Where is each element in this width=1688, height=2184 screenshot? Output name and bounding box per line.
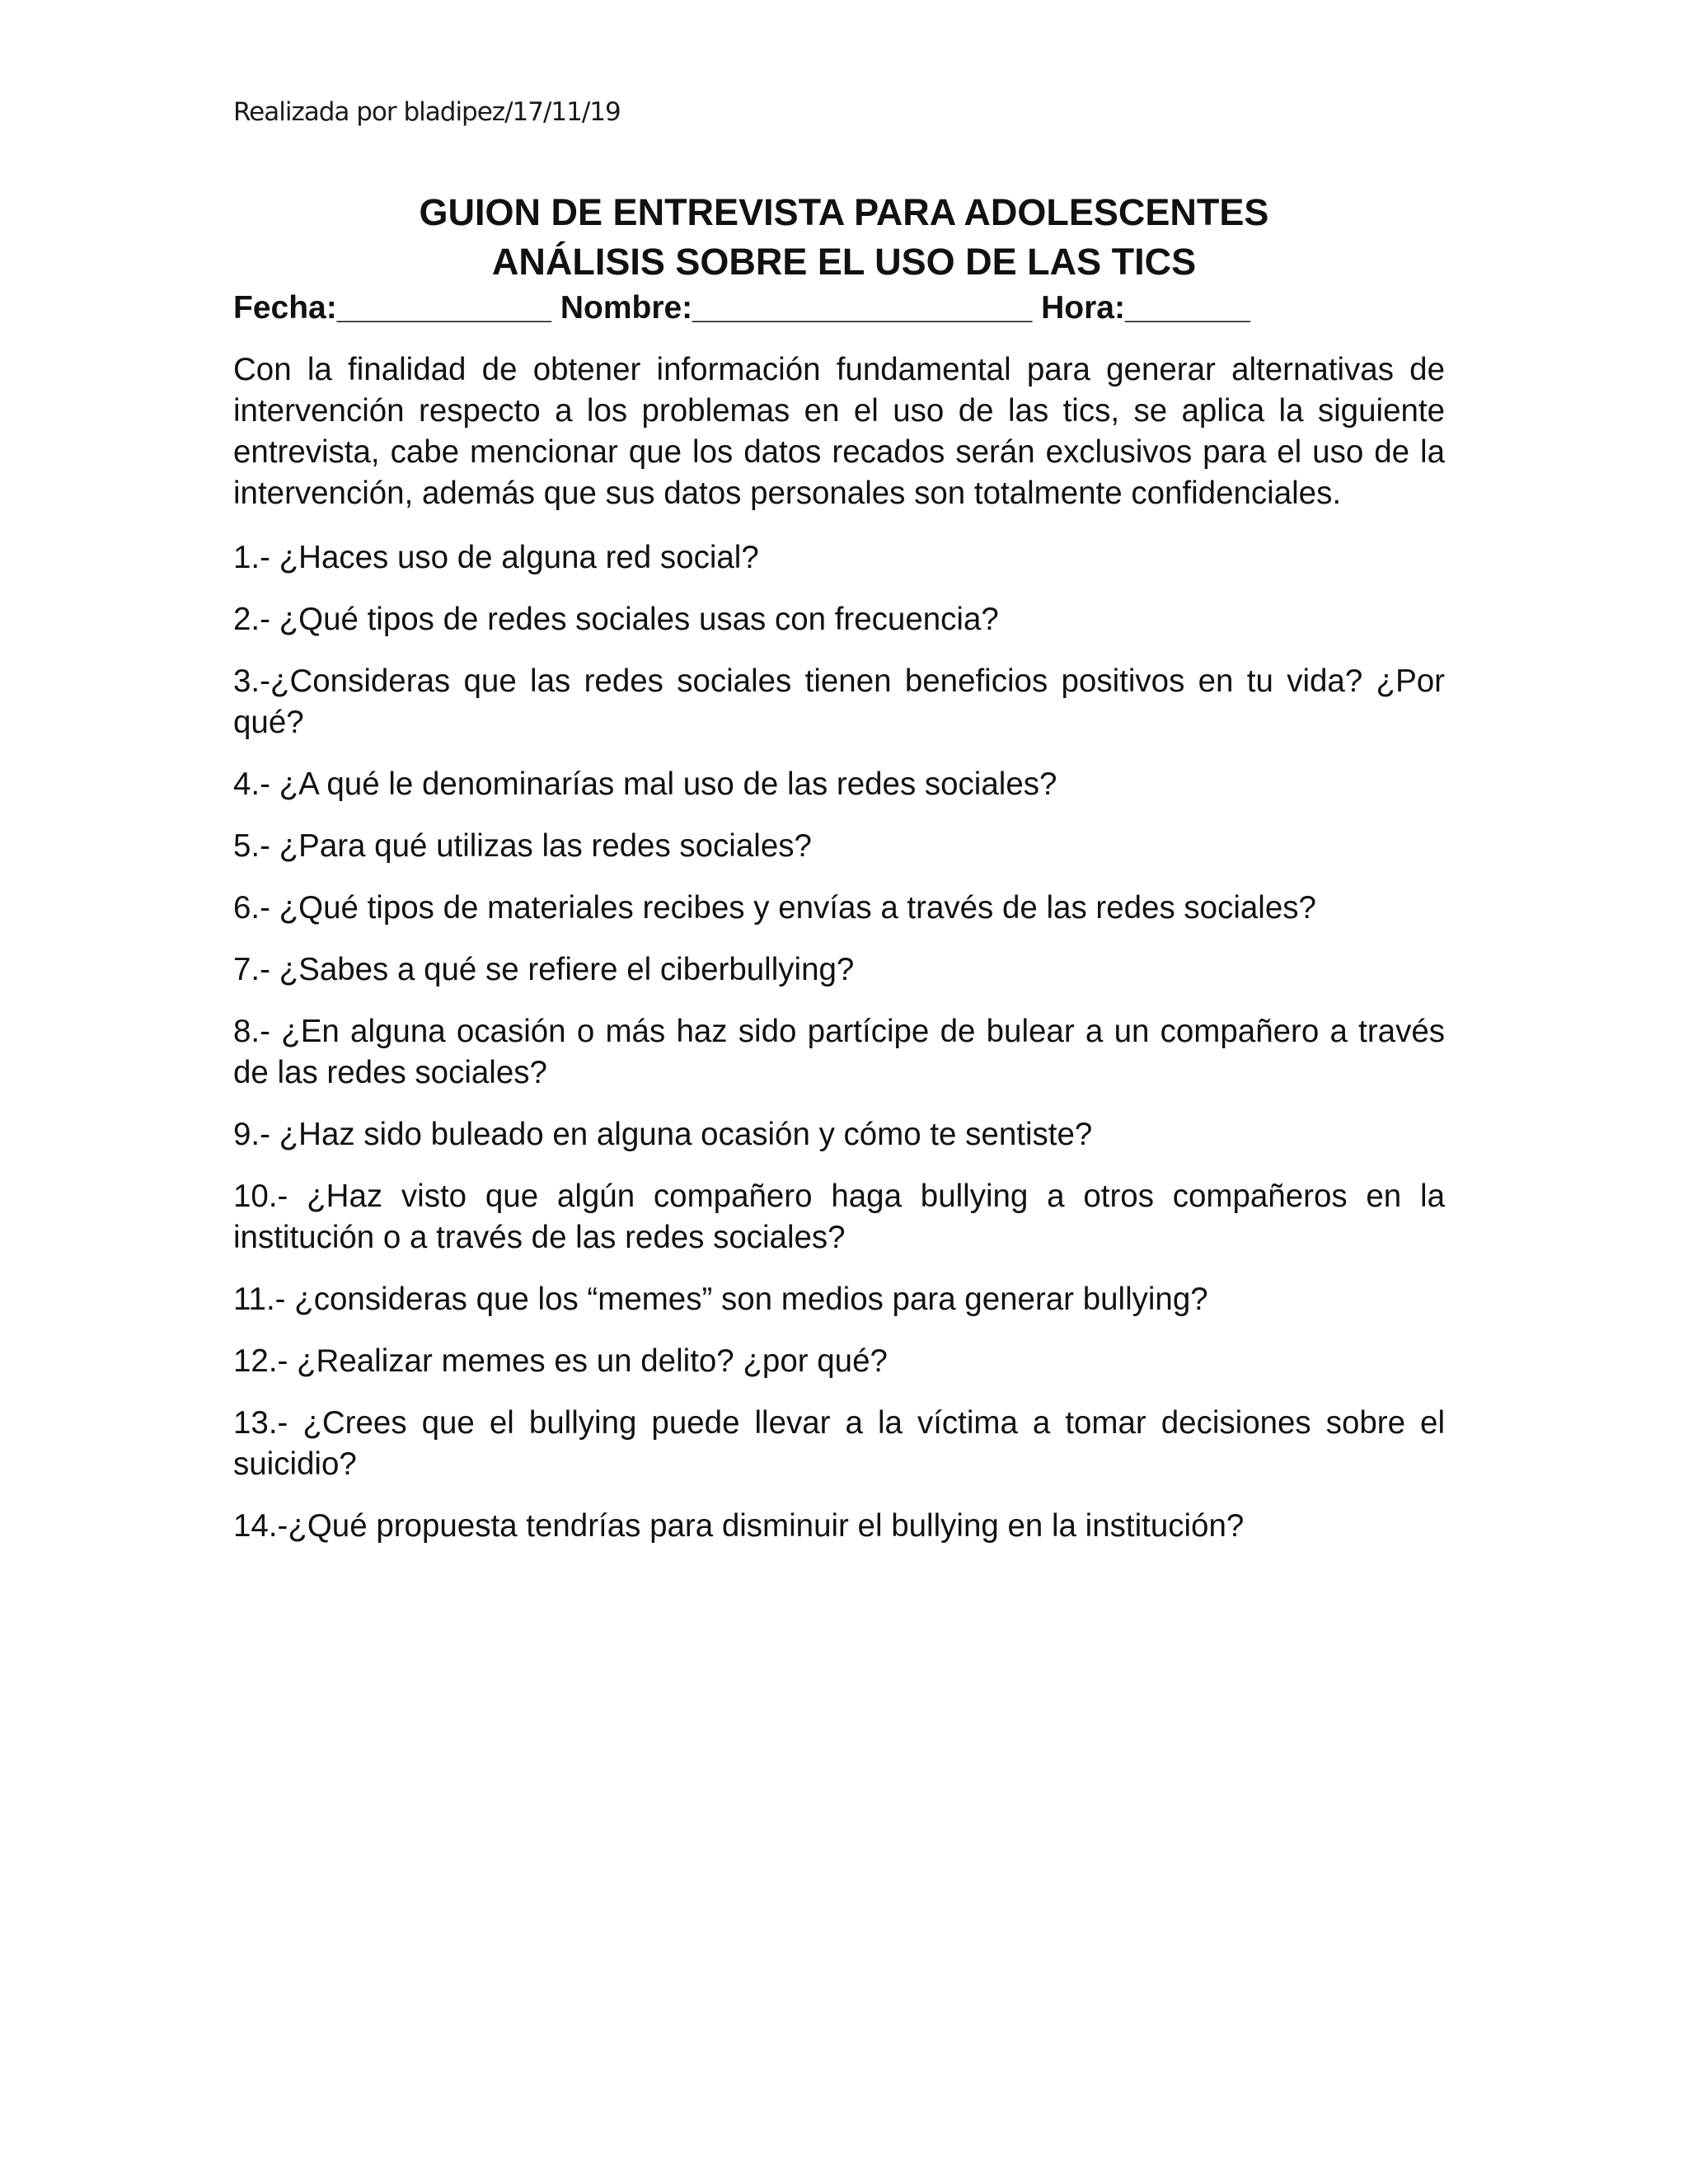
hora-field: Hora:_______ xyxy=(1041,290,1250,326)
question-item: 6.- ¿Qué tipos de materiales recibes y envías a través de las redes sociales? xyxy=(233,890,1316,926)
question-item: 11.- ¿consideras que los “memes” son medios para generar bullying? xyxy=(233,1282,1208,1317)
question-item: 5.- ¿Para qué utilizas las redes sociales? xyxy=(233,828,812,864)
question-item: 2.- ¿Qué tipos de redes sociales usas con frecuencia? xyxy=(233,602,999,637)
question-item: 7.- ¿Sabes a qué se refiere el ciberbullying? xyxy=(233,952,855,987)
intro-paragraph: Con la finalidad de obtener información fundamental para generar alternativas de intervención respecto a los problemas en el uso de las tics, se aplica la siguiente entrevista, cabe mencionar que los datos recados serán exclusivos para el uso de la intervención, además que sus datos personales son totalmente confidenciales. xyxy=(233,352,1445,511)
document-title: GUION DE ENTREVISTA PARA ADOLESCENTES xyxy=(419,191,1269,233)
header-note: Realizada por bladipez/17/11/19 xyxy=(233,97,621,127)
question-item: 12.- ¿Realizar memes es un delito? ¿por qué? xyxy=(233,1343,888,1379)
question-item: 8.- ¿En alguna ocasión o más haz sido partícipe de bulear a un compañero a través de las redes sociales? xyxy=(233,1014,1445,1090)
question-item: 13.- ¿Crees que el bullying puede llevar a la víctima a tomar decisiones sobre el suicidio? xyxy=(233,1405,1445,1482)
question-item: 10.- ¿Haz visto que algún compañero haga bullying a otros compañeros en la institución o a través de las redes sociales? xyxy=(233,1179,1445,1255)
question-item: 9.- ¿Haz sido buleado en alguna ocasión y cómo te sentiste? xyxy=(233,1117,1093,1152)
document-subtitle: ANÁLISIS SOBRE EL USO DE LAS TICS xyxy=(491,241,1197,283)
fecha-field: Fecha:____________ xyxy=(233,290,551,326)
nombre-field: Nombre:___________________ xyxy=(560,290,1033,326)
question-item: 1.- ¿Haces uso de alguna red social? xyxy=(233,540,759,575)
question-item: 4.- ¿A qué le denominarías mal uso de las redes sociales? xyxy=(233,766,1057,802)
form-fields-row xyxy=(233,290,1250,326)
question-item: 3.-¿Consideras que las redes sociales tienen beneficios positivos en tu vida? ¿Por qué? xyxy=(233,663,1445,740)
question-item: 14.-¿Qué propuesta tendrías para disminuir el bullying en la institución? xyxy=(233,1508,1245,1544)
question-list xyxy=(233,537,1445,1568)
